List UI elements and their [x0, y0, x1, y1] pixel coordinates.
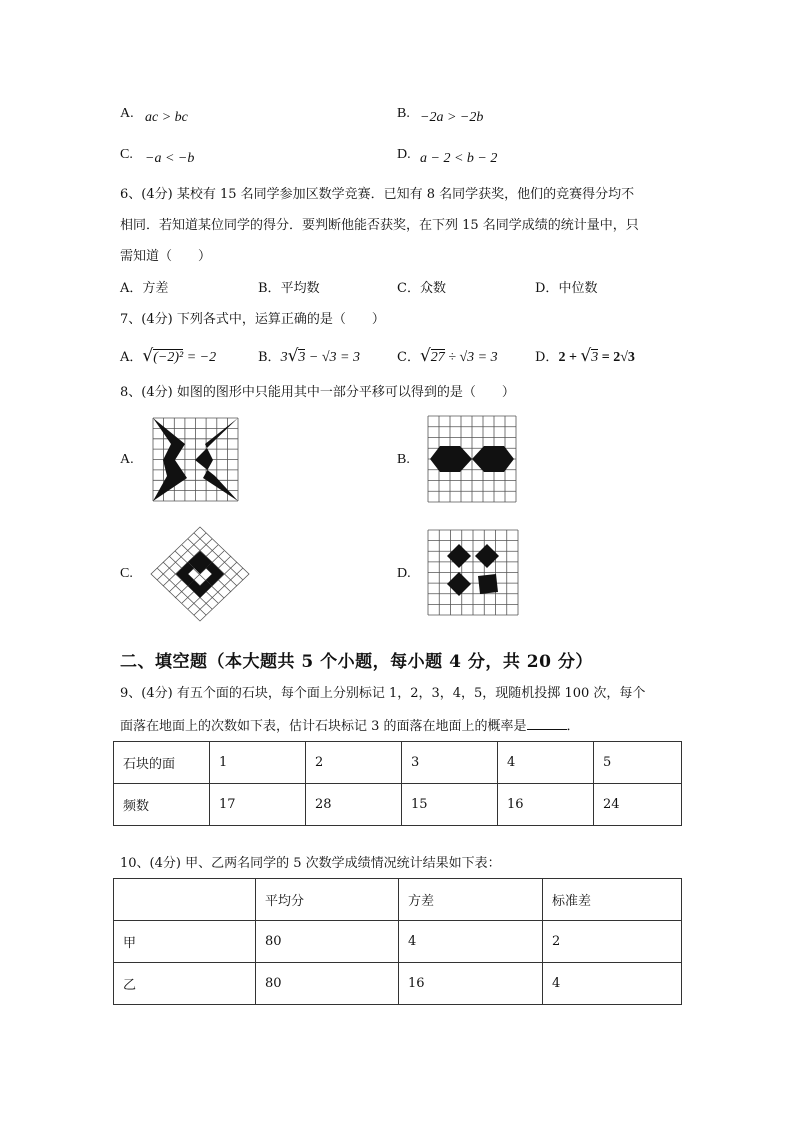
q9-table-cell: 5 — [594, 742, 682, 784]
q5-option-d-label: D. — [397, 147, 411, 162]
q10-table-cell — [114, 879, 256, 921]
q10-table-cell: 4 — [399, 921, 543, 963]
q5-option-b-label: B. — [397, 106, 410, 121]
q8-stem: 8、(4分) 如图的图形中只能用其中一部分平移可以得到的是（ ） — [120, 385, 515, 400]
q9-table-cell: 28 — [306, 784, 402, 826]
q8-figure-a — [153, 418, 238, 501]
q5-option-d: a − 2 < b − 2 — [420, 151, 498, 166]
q10-stem: 10、(4分) 甲、乙两名同学的 5 次数学成绩情况统计结果如下表： — [120, 856, 501, 871]
q10-table-cell: 2 — [543, 921, 682, 963]
q6-option-d: D．中位数 — [535, 281, 598, 296]
q10-table-cell: 乙 — [114, 963, 256, 1005]
q9-table-cell: 17 — [210, 784, 306, 826]
q6-line-3: 需知道（ ） — [120, 249, 212, 264]
q10-table-cell: 方差 — [399, 879, 543, 921]
q6-option-b: B．平均数 — [258, 281, 320, 296]
q9-table-cell: 3 — [402, 742, 498, 784]
q10-table-cell: 16 — [399, 963, 543, 1005]
q6-line-2: 相同．若知道某位同学的得分．要判断他能否获奖，在下列 15 名同学成绩的统计量中，只 — [120, 218, 639, 233]
q10-table-cell: 甲 — [114, 921, 256, 963]
q9-table-cell: 石块的面 — [114, 742, 210, 784]
q6-option-a: A．方差 — [120, 281, 169, 296]
q8-option-a-label: A. — [120, 452, 134, 467]
q10-table-cell: 平均分 — [256, 879, 399, 921]
q10-table-cell: 4 — [543, 963, 682, 1005]
q8-figure-b — [428, 416, 516, 502]
q8-option-d-label: D. — [397, 566, 411, 581]
section-heading: 二、填空题（本大题共 5 个小题，每小题 4 分，共 20 分） — [120, 652, 593, 672]
q7-option-d: D．2 + √3 = 2√3 — [535, 346, 635, 366]
q8-option-c-label: C. — [120, 566, 133, 581]
q9-table-cell: 频数 — [114, 784, 210, 826]
q5-option-c: −a < −b — [145, 151, 195, 166]
q9-frequency-table — [113, 741, 682, 826]
q10-table-row — [114, 963, 682, 1005]
q9-table-cell: 1 — [210, 742, 306, 784]
q8-figure-c — [151, 527, 249, 621]
q6-line-1: 6、(4分) 某校有 15 名同学参加区数学竞赛．已知有 8 名同学获奖，他们的竞赛得分均不 — [120, 187, 635, 202]
q9-line-1: 9、(4分) 有五个面的石块，每个面上分别标记 1，2，3，4，5，现随机投掷 100 次，每个 — [120, 686, 646, 701]
q9-table-row — [114, 742, 682, 784]
q9-answer-blank — [527, 716, 567, 730]
q5-option-c-label: C. — [120, 147, 133, 162]
q10-stats-table — [113, 878, 682, 1005]
q8-figure-d — [428, 530, 518, 615]
q10-table-cell: 80 — [256, 921, 399, 963]
q7-option-c: C．√27 ÷ √3 = 3 — [397, 346, 498, 366]
q7-stem: 7、(4分) 下列各式中，运算正确的是（ ） — [120, 312, 385, 327]
q5-option-a: ac > bc — [145, 110, 188, 125]
q10-table-row — [114, 879, 682, 921]
q9-table-row — [114, 784, 682, 826]
q5-option-a-label: A. — [120, 106, 134, 121]
q7-option-a: A．√(−2)² = −2 — [120, 346, 217, 366]
q6-option-c: C．众数 — [397, 281, 446, 296]
q9-table-cell: 2 — [306, 742, 402, 784]
q5-option-b: −2a > −2b — [420, 110, 484, 125]
q9-table-cell: 16 — [498, 784, 594, 826]
q10-table-cell: 标准差 — [543, 879, 682, 921]
q10-table-row — [114, 921, 682, 963]
q10-table-cell: 80 — [256, 963, 399, 1005]
q8-option-b-label: B. — [397, 452, 410, 467]
q9-table-cell: 24 — [594, 784, 682, 826]
q9-line-2: 面落在地面上的次数如下表，估计石块标记 3 的面落在地面上的概率是 ． — [120, 716, 580, 736]
q7-option-b: B．3√3 − √3 = 3 — [258, 346, 360, 366]
q9-table-cell: 15 — [402, 784, 498, 826]
q9-table-cell: 4 — [498, 742, 594, 784]
